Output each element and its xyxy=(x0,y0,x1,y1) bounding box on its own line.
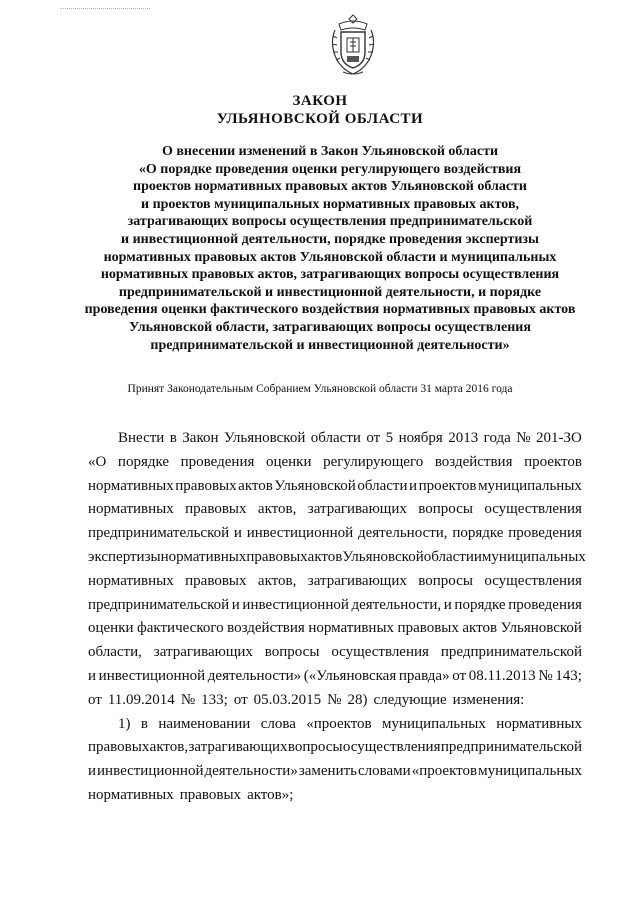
body-word: затрагивающих xyxy=(188,739,288,756)
body-word: ноября xyxy=(398,430,443,446)
body-word: затрагивающих xyxy=(307,501,407,518)
body-line xyxy=(88,665,582,689)
body-word: от xyxy=(233,691,248,708)
body-line xyxy=(88,689,582,713)
body-word: фактического xyxy=(137,620,224,637)
body-word: муниципальных xyxy=(481,548,586,565)
body-word: инвестиционной xyxy=(246,525,354,542)
body-word: предпринимательской xyxy=(440,644,582,661)
body-word: порядке xyxy=(452,525,504,542)
body-word: актов, xyxy=(257,501,297,518)
body-word: оценки xyxy=(88,620,134,637)
body-word: правовых xyxy=(179,786,242,803)
body-word: 1) xyxy=(118,715,131,732)
body-word: правовых xyxy=(88,739,150,756)
body-word: воздействия xyxy=(434,453,513,470)
body-word: от xyxy=(452,667,467,684)
body-word: инвестиционной xyxy=(97,763,204,780)
body-line xyxy=(88,736,582,760)
body-line xyxy=(88,451,582,475)
body-word: изменения: xyxy=(452,691,525,708)
body-word: правовых xyxy=(185,501,247,518)
body-word: № xyxy=(516,430,531,446)
body-word: порядке xyxy=(117,453,170,470)
body-word: «проектов xyxy=(411,763,478,780)
body-word: осуществления xyxy=(484,572,582,589)
body-line xyxy=(88,522,582,546)
body-word: и xyxy=(443,596,452,613)
body-word: «проектов xyxy=(306,715,372,732)
body-line xyxy=(88,498,582,522)
subtitle-line: проведения оценки фактического воздействия нормативных правовых актов xyxy=(84,302,576,318)
paragraph-1 xyxy=(88,427,586,713)
subtitle-line: проектов нормативных правовых актов Ульяновской области xyxy=(133,179,527,195)
body-word: («Ульяновская xyxy=(303,667,397,684)
body-word: заменить xyxy=(298,763,358,780)
body-line xyxy=(88,713,582,737)
body-word: области xyxy=(310,430,361,446)
body-line xyxy=(88,784,582,808)
body-line xyxy=(88,641,582,665)
body-word: правовых xyxy=(397,620,459,637)
body-word: воздействия xyxy=(227,620,305,637)
subtitle-line: предпринимательской и инвестиционной деятельности» xyxy=(150,337,510,353)
law-body xyxy=(88,427,586,808)
body-word: 08.11.2013 xyxy=(468,667,536,684)
body-line xyxy=(88,594,582,618)
body-word: 11.09.2014 xyxy=(107,691,175,708)
law-subtitle xyxy=(80,143,580,354)
body-word: затрагивающих xyxy=(153,644,253,661)
body-word: проведения xyxy=(180,453,255,470)
body-word: области, xyxy=(88,644,142,661)
body-word: инвестиционной xyxy=(242,596,349,613)
body-word: осуществления xyxy=(342,739,441,756)
body-word: области xyxy=(423,548,474,565)
subtitle-line: и инвестиционной деятельности, порядке проведения экспертизы xyxy=(121,231,539,247)
body-word: правда» xyxy=(398,667,450,684)
body-word: 28) xyxy=(347,691,368,708)
body-word: муниципальных xyxy=(478,477,582,494)
body-word: от xyxy=(366,430,381,446)
body-word: проведения xyxy=(508,525,582,542)
body-word: предпринимательской xyxy=(88,525,230,542)
subtitle-line: нормативных правовых актов Ульяновской области и муниципальных xyxy=(103,249,557,265)
body-word: актов xyxy=(462,620,498,637)
subtitle-line: «О порядке проведения оценки регулирующего воздействия xyxy=(138,161,522,177)
body-word: муниципальных xyxy=(382,715,486,732)
body-word: вопросы xyxy=(418,501,473,518)
adoption-note: Принят Законодательным Собранием Ульяновской области 31 марта 2016 года xyxy=(127,383,513,395)
body-word: нормативных xyxy=(88,786,174,803)
body-word: нормативных xyxy=(160,548,247,565)
body-word: проектов xyxy=(524,453,582,470)
body-line xyxy=(88,617,582,641)
body-word: Ульяновской xyxy=(500,620,582,637)
body-word: и xyxy=(231,596,240,613)
body-line xyxy=(88,570,582,594)
paragraph-2 xyxy=(88,713,582,808)
body-word: нормативных xyxy=(308,620,395,637)
body-word: № xyxy=(538,667,553,684)
body-word: актов xyxy=(307,548,343,565)
body-word: слова xyxy=(260,715,296,732)
body-word: регулирующего xyxy=(323,453,424,470)
body-word: и xyxy=(473,548,482,565)
body-word: правовых xyxy=(175,477,237,494)
body-word: 05.03.2015 xyxy=(253,691,322,708)
body-word: 143; xyxy=(555,667,582,684)
body-word: вопросы xyxy=(287,739,343,756)
body-word: и xyxy=(409,477,418,494)
body-word: вопросы xyxy=(264,644,320,661)
body-word: актов, xyxy=(257,572,297,589)
body-word: наименовании xyxy=(158,715,251,732)
body-line xyxy=(88,760,582,784)
body-word: Внести xyxy=(118,430,165,446)
body-word: 5 xyxy=(385,430,394,446)
body-word: инвестиционной xyxy=(98,667,206,684)
body-word: правовых xyxy=(246,548,308,565)
body-word: правовых xyxy=(185,572,247,589)
body-word: предпринимательской xyxy=(88,596,230,613)
body-word: деятельности» xyxy=(204,763,298,780)
body-word: вопросы xyxy=(418,572,473,589)
body-word: Закон xyxy=(182,430,219,446)
body-word: актов, xyxy=(149,739,189,756)
body-word: следующие xyxy=(373,691,447,708)
body-word: проектов xyxy=(418,477,477,494)
body-line xyxy=(88,475,582,499)
subtitle-line: нормативных правовых актов, затрагивающих вопросы осуществления xyxy=(100,267,560,283)
body-word: в xyxy=(140,715,148,732)
body-word: деятельности, xyxy=(357,525,448,542)
body-word: Ульяновской xyxy=(274,477,356,494)
body-word: осуществления xyxy=(484,501,582,518)
subtitle-line: О внесении изменений в Закон Ульяновской области xyxy=(161,144,499,159)
body-word: нормативных xyxy=(496,715,582,732)
body-word: экспертизы xyxy=(88,548,161,565)
body-word: и xyxy=(88,667,97,684)
body-word: и xyxy=(88,763,97,780)
law-region: УЛЬЯНОВСКОЙ ОБЛАСТИ xyxy=(216,111,424,127)
body-word: Ульяновской xyxy=(223,430,306,446)
body-word: проведения xyxy=(508,596,582,613)
body-word: 201-ЗО xyxy=(536,430,582,446)
subtitle-line: и проектов муниципальных нормативных правовых актов, xyxy=(141,196,519,212)
body-word: осуществления xyxy=(331,644,429,661)
body-word: словами xyxy=(358,763,411,780)
law-title: ЗАКОН xyxy=(292,93,348,109)
body-word: актов»; xyxy=(247,786,294,803)
body-word: № xyxy=(327,691,342,708)
coat-of-arms-icon xyxy=(325,12,381,78)
body-word: муниципальных xyxy=(478,763,582,780)
body-word: в xyxy=(169,430,177,446)
subtitle-line: Ульяновской области, затрагивающих вопросы осуществления xyxy=(129,319,531,335)
body-word: порядке xyxy=(454,596,506,613)
body-word: нормативных xyxy=(88,477,174,494)
body-word: и xyxy=(233,525,242,542)
body-word: деятельности, xyxy=(351,596,442,613)
subtitle-line: предпринимательской и инвестиционной деятельности, и порядке xyxy=(118,284,542,300)
body-word: затрагивающих xyxy=(307,572,407,589)
body-word: года xyxy=(483,430,511,446)
body-word: области xyxy=(357,477,408,494)
body-line xyxy=(88,546,586,570)
body-word: 2013 xyxy=(448,430,479,446)
body-word: нормативных xyxy=(88,572,174,589)
body-word: № xyxy=(180,691,196,708)
body-word: Ульяновской xyxy=(342,548,424,565)
body-word: предпринимательской xyxy=(440,739,582,756)
body-word: деятельности» xyxy=(207,667,302,684)
body-word: от xyxy=(88,691,102,708)
body-word: оценки xyxy=(265,453,312,470)
body-word: «О xyxy=(88,453,107,470)
subtitle-line: затрагивающих вопросы осуществления предпринимательской xyxy=(127,214,533,230)
scan-artifact xyxy=(60,8,150,13)
body-word: актов xyxy=(238,477,273,494)
body-line xyxy=(88,427,582,451)
body-word: нормативных xyxy=(88,501,174,518)
body-word: 133; xyxy=(201,691,228,708)
